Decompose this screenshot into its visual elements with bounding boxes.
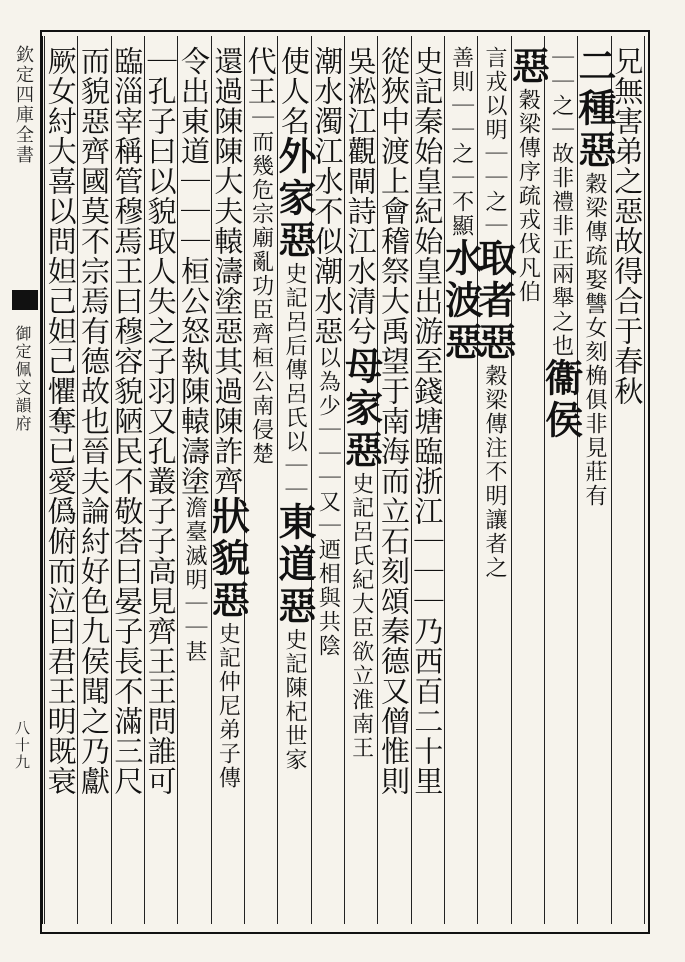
- body-text: 令出東道｜｜｜桓公怒執陳轅濤塗: [177, 46, 211, 496]
- fish-tail-mark: [12, 290, 38, 308]
- entry-heading: 二種惡: [572, 46, 617, 172]
- entry-heading: 母家惡: [338, 346, 384, 472]
- entry-heading: 外家惡: [272, 136, 317, 262]
- annotation-text: 穀梁傳注不明讓者之: [482, 364, 507, 580]
- entry-heading: 取者惡: [472, 238, 517, 364]
- body-text: 臨淄宰稱管穆焉王曰穆容貌陋民不敬荅曰晏子長不滿三尺: [110, 46, 145, 796]
- body-text: 使人名: [277, 46, 311, 136]
- entry-heading: 衞侯: [538, 358, 584, 442]
- book-title: 欽定四庫全書: [13, 45, 34, 165]
- annotation-text: 穀梁傳序疏戎伐凡伯: [515, 88, 541, 304]
- body-text: 兄無害弟之惡故得合于春秋: [610, 46, 645, 406]
- body-text: 還過陳陳大夫轅濤塗惡其過陳詐齊: [210, 46, 245, 496]
- annotation-text: 史記呂氏紀大臣欲立淮南王: [348, 472, 374, 760]
- body-text: 厥女紂大喜以問妲己妲己懼奪已愛僞俯而泣曰君王明既衰: [43, 46, 78, 796]
- annotation-text: ｜｜之｜故非禮非正兩舉之也: [548, 46, 574, 358]
- entry-heading: 惡: [505, 46, 551, 88]
- body-text: 從狹中渡上會稽祭大禹望于南海而立石刻頌秦德又僧惟則: [377, 46, 411, 796]
- annotation-text: 史記呂后傳呂氏以｜｜: [282, 262, 307, 502]
- volume-title: 御定佩文韻府: [13, 325, 32, 433]
- annotation-text: 言戎以明｜｜之｜: [482, 46, 507, 238]
- entry-heading: 東道惡: [272, 502, 317, 628]
- annotation-text: 澹臺滅明｜｜甚: [182, 496, 207, 664]
- page-number: 八十九: [13, 720, 31, 771]
- entry-heading: 水波惡: [438, 238, 484, 364]
- body-text: ｜孔子曰以貌取人失之子羽又孔叢子子高見齊王王問誰可: [143, 46, 178, 796]
- annotation-text: 善則｜｜之｜不顯: [448, 46, 474, 238]
- body-text: 代王: [243, 46, 278, 106]
- annotation-text: 穀梁傳疏娶讐女刻桷俱非見莊有: [582, 172, 607, 508]
- text-column: [38, 46, 84, 926]
- annotation-text: 史記仲尼弟子傳: [215, 622, 241, 790]
- body-text: 潮水濁江水不似潮水惡: [310, 46, 345, 346]
- body-text: 吳淞江觀閘詩江水清兮: [343, 46, 378, 346]
- entry-heading: 狀貌惡: [205, 496, 251, 622]
- annotation-text: 以為少｜｜｜又｜迺相與共陰: [315, 346, 341, 658]
- annotation-text: ｜而幾危宗廟亂功臣: [248, 106, 274, 322]
- body-text: 史記秦始皇紀始皇出游至錢塘臨浙江｜｜｜乃西百二十里: [410, 46, 445, 796]
- body-text: 而貌惡齊國莫不宗焉有德故也晉夫論紂好色九侯聞之乃獻: [77, 46, 111, 796]
- annotation-text: 史記陳杞世家: [282, 628, 307, 772]
- annotation-text: 齊桓公南侵楚: [248, 322, 274, 466]
